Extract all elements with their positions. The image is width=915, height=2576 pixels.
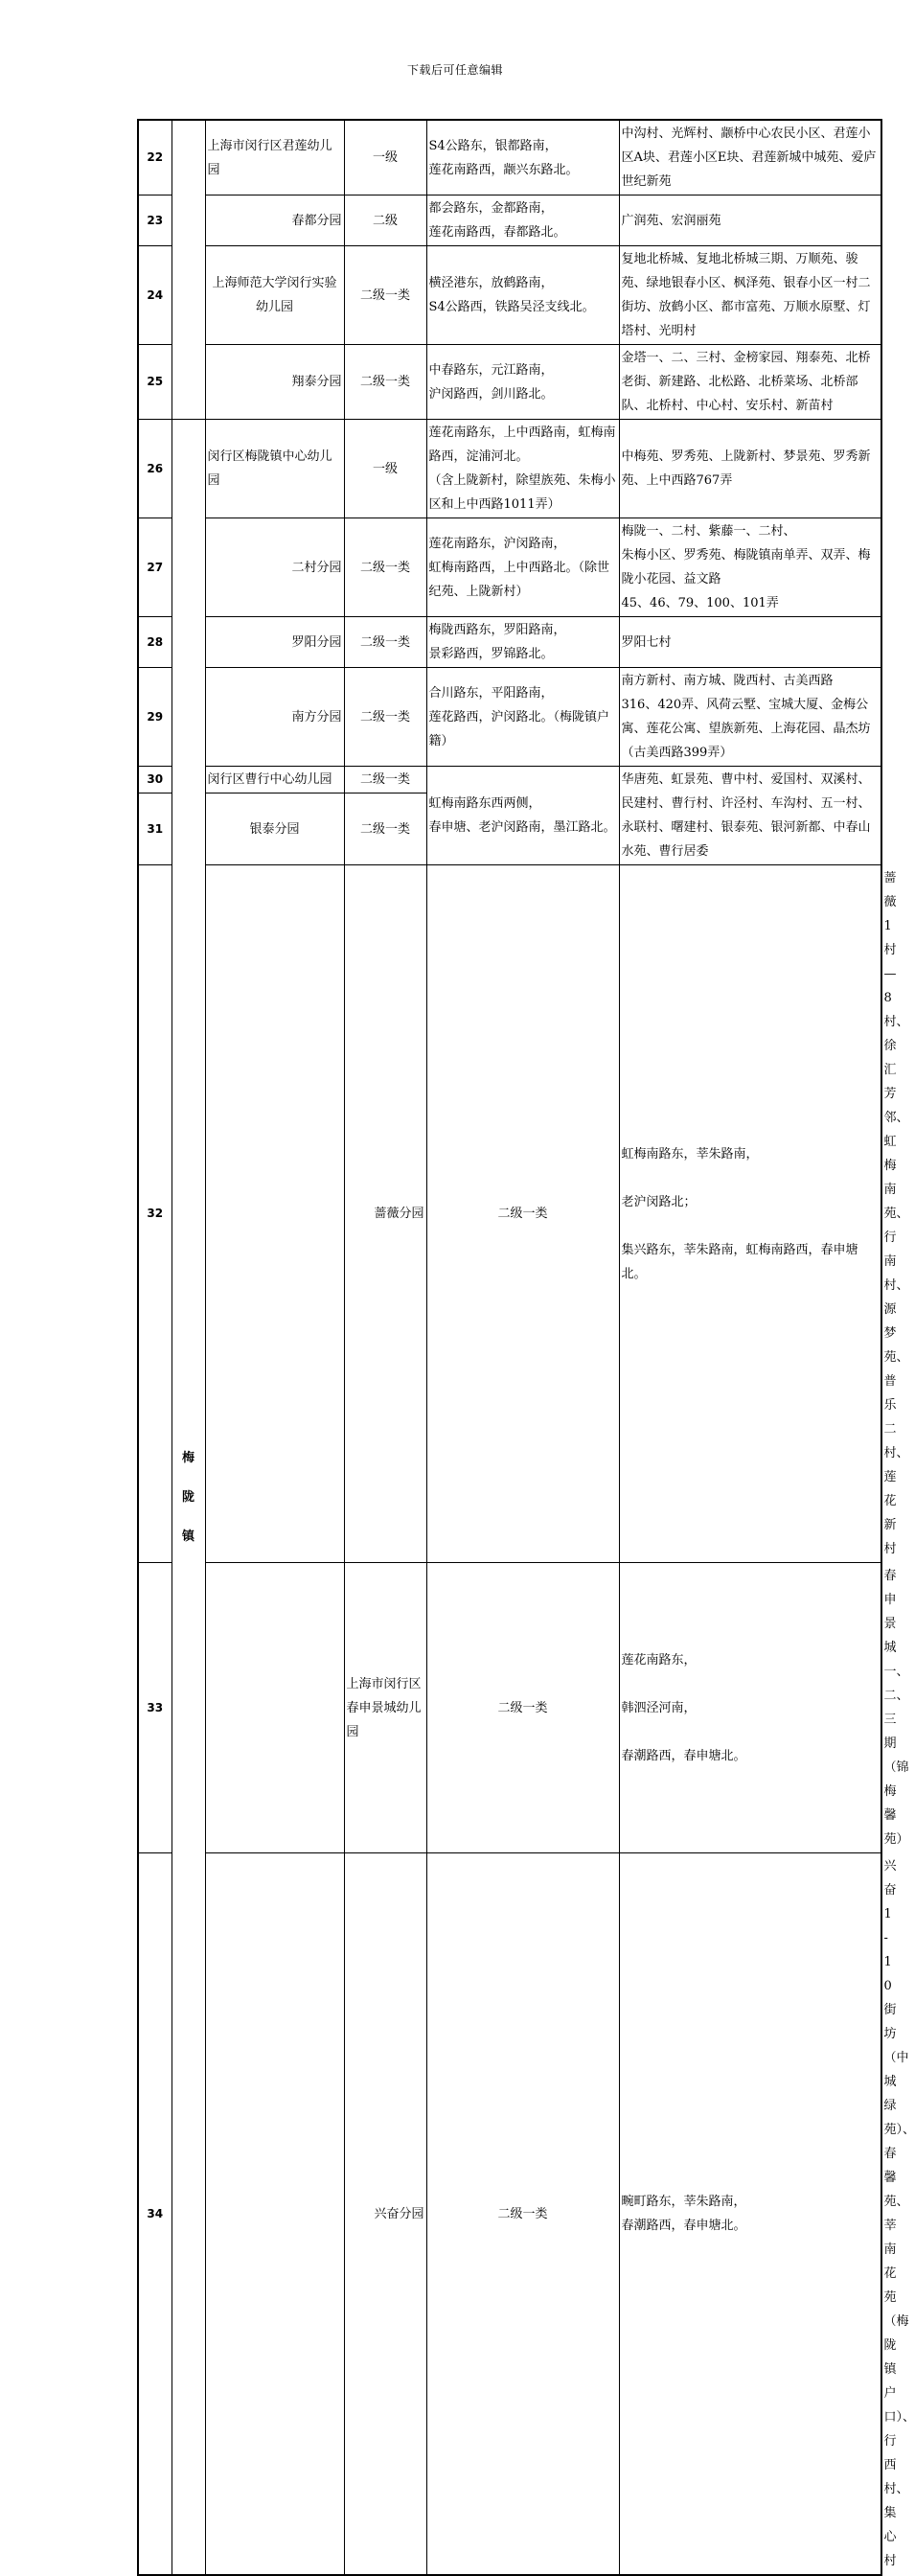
school-level: 二级一类 [344,246,426,345]
school-level: 二级一类 [344,518,426,617]
address-line: 合川路东，平阳路南， [428,685,554,701]
school-level: 二级一类 [344,767,426,794]
row-number: 34 [138,1853,172,2576]
row-number: 27 [138,518,172,617]
table-row [138,518,881,617]
community-line: 朱梅小区、罗秀苑、梅陇镇南单弄、双弄、梅陇小花园、益文路 [621,548,871,586]
school-level: 一级 [344,420,426,518]
town-cell-blank [172,120,205,420]
school-level: 二级一类 [426,865,619,1563]
address-line: 中春路东，元江路南， [428,362,554,378]
page-header: 下载后可任意编辑 [406,63,503,77]
address-line: 畹町路东，莘朱路南， [621,2195,746,2209]
community-cell: 中沟村、光辉村、颛桥中心农民小区、君莲小区A块、君莲小区E块、君莲新城中城苑、爱庐世纪新苑 [619,120,881,196]
row-number: 22 [138,120,172,196]
address-line: 春潮路西，春申塘北。 [621,1748,746,1763]
town-cell-blank [205,865,344,1563]
address-line: S4公路东，银都路南， [428,138,558,153]
address-line: 集兴路东，莘朱路南，虹梅南路西，春申塘北。 [621,1242,858,1281]
address-line: 梅陇西路东，罗阳路南， [428,623,566,637]
row-number: 23 [138,196,172,246]
address-cell [619,865,881,1563]
school-level: 一级 [344,120,426,196]
school-level: 二级 [344,196,426,246]
address-line: 横泾港东，放鹤路南， [428,276,554,290]
school-name: 上海师范大学闵行实验幼儿园 [205,246,344,345]
town-char: 陇 [181,1489,194,1505]
address-line: 沪闵路西，剑川路北。 [428,386,554,402]
address-line: 都会路东，金都路南， [428,201,554,216]
community-line: 梅陇一、二村、紫藤一、二村、 [621,524,796,539]
town-cell-blank [205,1563,344,1853]
school-level: 二级一类 [344,345,426,420]
table-row [138,196,881,246]
school-level: 二级一类 [344,617,426,668]
address-line: S4公路西，铁路吴泾支线北。 [428,300,595,314]
school-name: 南方分园 [205,668,344,767]
address-line: 莲花南路西，颛兴东路北。 [428,162,579,177]
town-cell-blank [205,1853,344,2576]
address-cell [426,196,619,246]
community-line: 316、420弄、风荷云墅、宝城大厦、金梅公寓、莲花公寓、望族新苑、上海花园、晶杰坊（古美西路399弄） [621,698,871,760]
address-line: 莲花南路东，上中西路南，虹梅南路西，淀浦河北。 [428,426,616,464]
school-name: 上海市闵行区春申景城幼儿园 [344,1563,426,1853]
community-line: 45、46、79、100、101弄 [621,596,779,610]
community-cell [619,668,881,767]
row-number: 28 [138,617,172,668]
address-line: 莲花路西，沪闵路北。（梅陇镇户籍） [428,709,610,748]
address-line: 虹梅南路西，上中西路北。（除世纪苑、上陇新村） [428,560,610,599]
table-row: 34 兴奋分园 二级一类 畹町路东，莘朱路南， 春潮路西，春申塘北。 兴奋1-10街坊（中城绿苑）、春馨苑、莘南花苑（梅陇镇户口）、行西村、集心村 [138,1853,881,2576]
blank-line [622,1720,880,1744]
row-number: 33 [138,1563,172,1853]
community-cell: 华唐苑、虹景苑、曹中村、爱国村、双溪村、民建村、曹行村、许泾村、车沟村、五一村、永联村、曙建村、银泰苑、银河新都、中春山水苑、曹行居委 [619,767,881,865]
address-line: 莲花南路东，沪闵路南， [428,536,566,551]
address-line: 虹梅南路东西两侧， [428,796,541,811]
community-cell: 中梅苑、罗秀苑、上陇新村、梦景苑、罗秀新苑、上中西路767弄 [619,420,881,518]
row-number: 29 [138,668,172,767]
address-line: 虹梅南路东，莘朱路南， [621,1146,759,1162]
address-line: 莲花南路东， [621,1652,697,1668]
school-name: 二村分园 [205,518,344,617]
address-line: （含上陇新村，除望族苑、朱梅小区和上中西路1011弄） [428,473,616,512]
address-cell [619,1853,881,2576]
table-row [138,246,881,345]
table-row: 33 上海市闵行区春申景城幼儿园 二级一类 莲花南路东， 韩泗泾河南， 春潮路西，春申塘北。 春申景城一、二、三期（锦梅馨苑） [138,1563,881,1853]
table-row [138,668,881,767]
address-line: 老沪闵路北； [621,1194,697,1209]
table-row [138,345,881,420]
community-line: 南方新村、南方城、陇西村、古美西路 [621,674,834,688]
row-number: 32 [138,865,172,1563]
blank-line [622,1214,880,1238]
school-level: 二级一类 [426,1563,619,1853]
address-cell [426,345,619,420]
school-name: 上海市闵行区君莲幼儿园 [205,120,344,196]
school-name: 罗阳分园 [205,617,344,668]
school-name: 兴奋分园 [344,1853,426,2576]
address-cell [426,668,619,767]
school-name: 闵行区梅陇镇中心幼儿园 [205,420,344,518]
address-cell [619,1563,881,1853]
town-cell [172,420,205,2576]
community-cell: 广润苑、宏润丽苑 [619,196,881,246]
school-name: 闵行区曹行中心幼儿园 [205,767,344,794]
table-row: 32 蔷薇分园 二级一类 虹梅南路东，莘朱路南， 老沪闵路北； 集兴路东，莘朱路南，虹梅南路西，春申塘北。 蔷薇1村—8村、徐汇芳邻、虹梅南苑、行南村、源梦苑、普乐二村、莲花新村 [138,865,881,1563]
address-line: 春潮路西，春申塘北。 [621,2219,746,2233]
school-name: 银泰分园 [205,794,344,865]
row-number: 31 [138,794,172,865]
address-line: 韩泗泾河南， [621,1700,697,1715]
address-cell [426,518,619,617]
community-cell: 复地北桥城、复地北桥城三期、万顺苑、骏苑、绿地银春小区、枫泽苑、银春小区一村二街坊、放鹤小区、都市富苑、万顺水原墅、灯塔村、光明村 [619,246,881,345]
blank-line [622,1672,880,1696]
row-number: 26 [138,420,172,518]
address-line: 莲花南路西，春都路北。 [428,225,566,240]
table-row [138,617,881,668]
town-char: 梅 [181,1450,194,1465]
address-line: 春申塘、老沪闵路南，墨江路北。 [428,820,616,835]
school-name: 蔷薇分园 [344,865,426,1563]
school-level: 二级一类 [426,1853,619,2576]
address-cell [426,420,619,518]
row-number: 24 [138,246,172,345]
kindergarten-district-table [137,119,915,2576]
address-cell [426,767,619,865]
table-row [138,420,881,518]
school-name: 春都分园 [205,196,344,246]
school-name: 翔泰分园 [205,345,344,420]
row-number: 25 [138,345,172,420]
community-cell: 金塔一、二、三村、金榜家园、翔泰苑、北桥老街、新建路、北松路、北桥菜场、北桥部队、北桥村、中心村、安乐村、新苗村 [619,345,881,420]
table-row [138,767,881,794]
table-row [138,120,881,196]
school-level: 二级一类 [344,794,426,865]
address-cell [426,617,619,668]
address-line: 景彩路西，罗锦路北。 [428,647,554,661]
address-cell [426,246,619,345]
community-cell: 罗阳七村 [619,617,881,668]
blank-line [622,1166,880,1190]
row-number: 30 [138,767,172,794]
school-level: 二级一类 [344,668,426,767]
town-char: 镇 [181,1529,194,1544]
address-cell [426,120,619,196]
community-cell [619,518,881,617]
